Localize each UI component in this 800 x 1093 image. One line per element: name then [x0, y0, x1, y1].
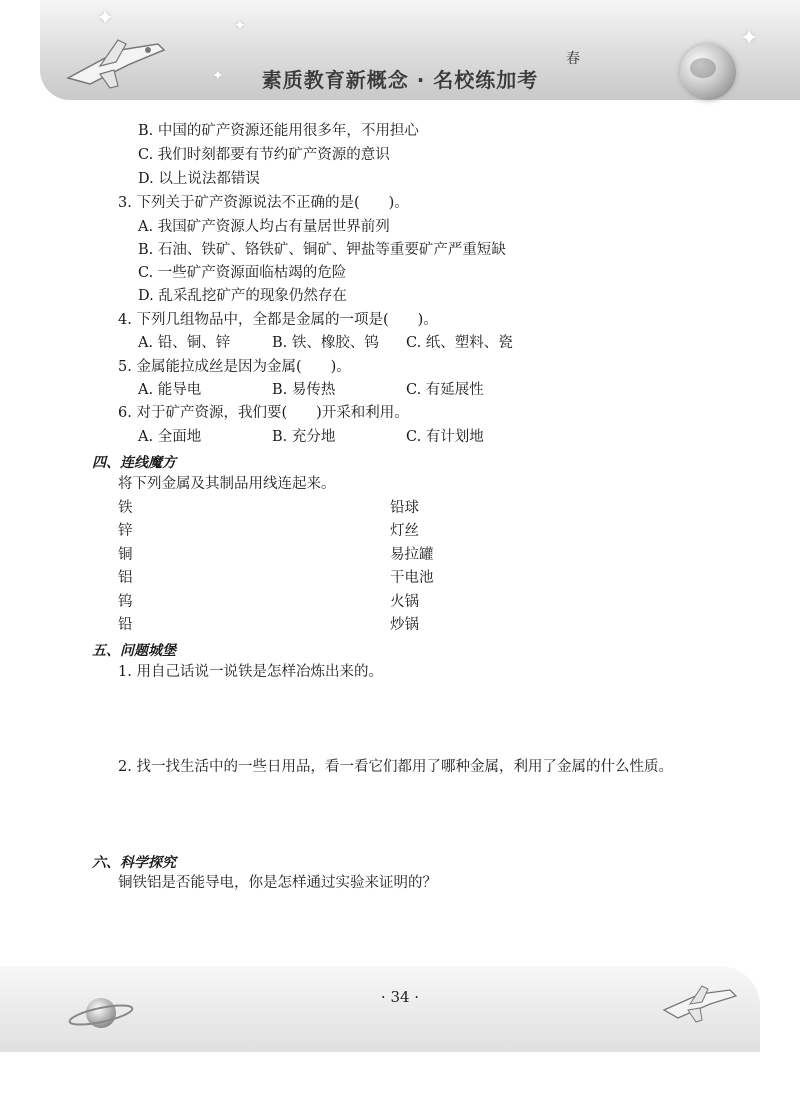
- q5-option-a: A. 能导电: [138, 382, 202, 398]
- product-item: 干电池: [390, 570, 434, 586]
- star-icon: ✦: [212, 68, 224, 84]
- metal-item: 钨: [118, 594, 133, 610]
- product-item: 铅球: [390, 500, 419, 516]
- q4-option-c: C. 纸、塑料、瓷: [406, 335, 513, 351]
- q2-option-c: C. 我们时刻都要有节约矿产资源的意识: [138, 147, 390, 163]
- globe-icon: [680, 44, 736, 100]
- q3-option-a: A. 我国矿产资源人均占有量居世界前列: [138, 219, 390, 235]
- section5-question-1: 1. 用自己话说一说铁是怎样冶炼出来的。: [118, 664, 383, 680]
- q6-option-b: B. 充分地: [272, 429, 336, 445]
- section6-question: 铜铁铝是否能导电，你是怎样通过实验来证明的？: [118, 875, 437, 891]
- space-shuttle-icon: [660, 980, 740, 1024]
- section4-instruction: 将下列金属及其制品用线连起来。: [118, 476, 336, 492]
- q6-stem: 6. 对于矿产资源，我们要( )开采和利用。: [118, 405, 409, 421]
- page-number: · 34 ·: [380, 988, 420, 1006]
- product-item: 灯丝: [390, 523, 419, 539]
- q3-option-c: C. 一些矿产资源面临枯竭的危险: [138, 265, 347, 281]
- metal-item: 铅: [118, 617, 133, 633]
- metal-item: 铝: [118, 570, 133, 586]
- q3-stem: 3. 下列关于矿产资源说法不正确的是( )。: [118, 195, 409, 211]
- q6-option-c: C. 有计划地: [406, 429, 484, 445]
- metal-item: 铜: [118, 547, 133, 563]
- product-item: 火锅: [390, 594, 419, 610]
- metal-item: 铁: [118, 500, 133, 516]
- section4-title: 四、连线魔方: [92, 455, 176, 471]
- q5-option-c: C. 有延展性: [406, 382, 484, 398]
- star-icon: ✦: [96, 6, 115, 31]
- product-item: 炒锅: [390, 617, 419, 633]
- star-icon: ✦: [234, 18, 246, 34]
- q5-option-b: B. 易传热: [272, 382, 336, 398]
- page-header-title: 素质教育新概念 · 名校练加考: [261, 68, 539, 92]
- q3-option-d: D. 乱采乱挖矿产的现象仍然存在: [138, 288, 347, 304]
- metal-item: 锌: [118, 523, 133, 539]
- product-item: 易拉罐: [390, 547, 434, 563]
- star-icon: ✦: [740, 26, 759, 51]
- q4-option-b: B. 铁、橡胶、钨: [272, 335, 379, 351]
- section5-title: 五、问题城堡: [92, 643, 176, 659]
- section6-title: 六、科学探究: [92, 855, 176, 871]
- q3-option-b: B. 石油、铁矿、铬铁矿、铜矿、钾盐等重要矿产严重短缺: [138, 242, 506, 258]
- q2-option-d: D. 以上说法都错误: [138, 171, 260, 187]
- season-label: 春: [566, 51, 580, 67]
- q4-option-a: A. 铅、铜、锌: [138, 335, 231, 351]
- section5-question-2: 2. 找一找生活中的一些日用品，看一看它们都用了哪种金属，利用了金属的什么性质。: [118, 759, 673, 775]
- q5-stem: 5. 金属能拉成丝是因为金属( )。: [118, 359, 351, 375]
- q6-option-a: A. 全面地: [138, 429, 202, 445]
- q2-option-b: B. 中国的矿产资源还能用很多年，不用担心: [138, 123, 419, 139]
- q4-stem: 4. 下列几组物品中，全都是金属的一项是( )。: [118, 312, 438, 328]
